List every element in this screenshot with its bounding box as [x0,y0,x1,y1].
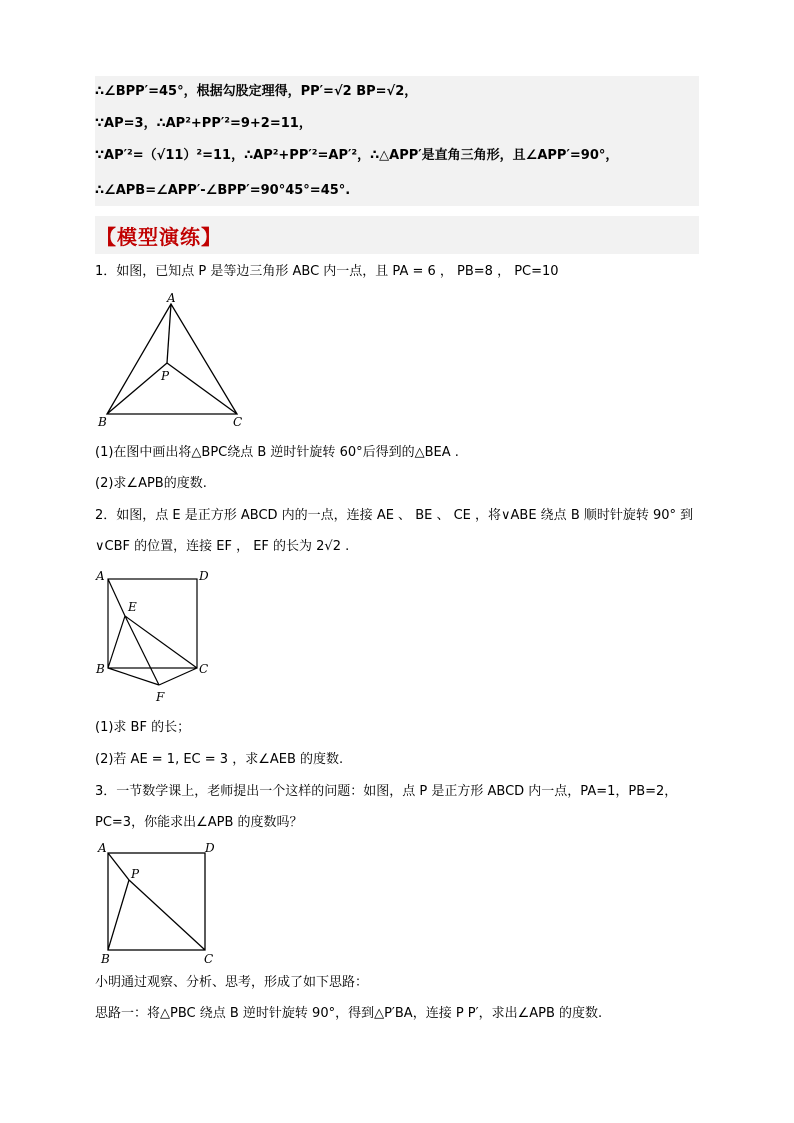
solution-line-4: ∴∠APB=∠APP′-∠BPP′=90°45°=45°. [95,183,351,198]
problem1-figure [95,290,255,430]
problem3-stem-line-1: 3．一节数学课上，老师提出一个这样的问题：如图，点 P 是正方形 ABCD 内一点，PA=1，PB=2， [95,784,678,799]
problem1-stem: 1．如图，已知点 P 是等边三角形 ABC 内一点，且 PA = 6 ， PB=8 ， PC=10 [95,264,559,279]
problem2-stem-line-1: 2．如图，点 E 是正方形 ABCD 内的一点，连接 AE 、 BE 、 CE ，将∨ABE 绕点 B 顺时针旋转 90° 到 [95,508,694,523]
problem2-question-2: (2)若 AE = 1, EC = 3 ，求∠AEB 的度数. [95,752,344,767]
problem2-question-1: (1)求 BF 的长； [95,720,191,735]
label-B: B [98,415,107,429]
solution-line-3: ∵AP′²=（√11）²=11，∴AP²+PP′²=AP′²，∴△APP′是直角三角形，且∠APP′=90°， [95,148,619,163]
label-C: C [233,415,243,429]
problem1-question-1: (1)在图中画出将△BPC绕点 B 逆时针旋转 60°后得到的△BEA . [95,445,459,460]
label-P: P [131,867,140,881]
problem3-stem-line-2: PC=3，你能求出∠APB 的度数吗？ [95,815,303,830]
label-F: F [156,690,165,704]
label-B: B [101,952,110,966]
problem3-text-1: 小明通过观察、分析、思考，形成了如下思路： [95,975,369,990]
section-heading: 【模型演练】 [96,225,222,249]
label-C: C [204,952,214,966]
label-C: C [199,662,209,676]
label-P: P [161,369,170,383]
solution-line-1: ∴∠BPP′=45°，根据勾股定理得，PP′=√2 BP=√2， [95,84,418,99]
problem1-question-2: (2)求∠APB的度数. [95,476,207,491]
problem3-text-2: 思路一：将△PBC 绕点 B 逆时针旋转 90°，得到△P′BA，连接 P P′，求出∠APB 的度数. [95,1006,603,1021]
label-B: B [96,662,105,676]
label-D: D [205,841,215,855]
problem3-figure [95,838,225,968]
label-A: A [167,291,176,305]
label-D: D [199,569,209,583]
label-A: A [96,569,105,583]
label-E: E [128,600,137,614]
label-A: A [98,841,107,855]
problem2-stem-line-2: ∨CBF 的位置，连接 EF ， EF 的长为 2√2 . [95,539,350,554]
solution-line-2: ∵AP=3，∴AP²+PP′²=9+2=11， [95,116,312,131]
problem2-figure [93,567,223,707]
